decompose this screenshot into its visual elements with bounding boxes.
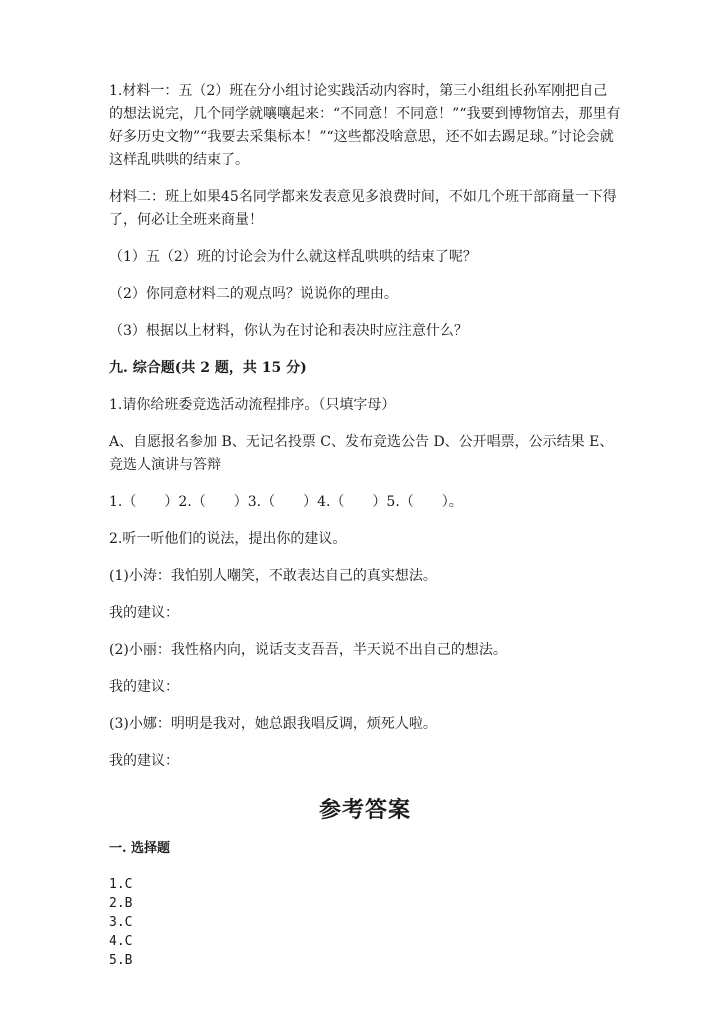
document-page bbox=[109, 80, 621, 970]
question-2: （2）你同意材料二的观点吗？说说你的理由。 bbox=[109, 286, 398, 302]
item-1-blanks: 1.（ ）2.（ ）3.（ ）4.（ ）5.（ ）。 bbox=[109, 494, 463, 510]
answer-list bbox=[109, 875, 621, 970]
item-2-title: 2.听一听他们的说法，提出你的建议。 bbox=[109, 531, 347, 547]
statement-3: (3)小娜：明明是我对，她总跟我唱反调，烦死人啦。 bbox=[109, 716, 437, 732]
material-one: 1.材料一：五（2）班在分小组讨论实践活动内容时，第三小组组长孙军刚把自己的想法说完，几个同学就嚷嚷起来：“不同意！不同意！”“我要到博物馆去，那里有好多历史文物”“我要去采集标本！”“这些都没啥意思，还不如去踢足球。”讨论会就这样乱哄哄的结束了。 bbox=[109, 83, 621, 168]
advice-label-1: 我的建议： bbox=[109, 605, 179, 621]
answer-item: 3.C bbox=[109, 915, 133, 930]
answer-item: 4.C bbox=[109, 934, 133, 949]
answer-item: 5.B bbox=[109, 953, 133, 968]
question-3: （3）根据以上材料，你认为在讨论和表决时应注意什么？ bbox=[109, 323, 468, 339]
answer-item: 1.C bbox=[109, 877, 133, 892]
answer-item: 2.B bbox=[109, 896, 133, 911]
advice-label-3: 我的建议： bbox=[109, 753, 179, 769]
section-9-heading: 九. 综合题(共 2 题，共 15 分) bbox=[109, 360, 307, 376]
statement-1: (1)小涛：我怕别人嘲笑，不敢表达自己的真实想法。 bbox=[109, 568, 437, 584]
answers-title: 参考答案 bbox=[318, 797, 411, 823]
item-1-options: A、自愿报名参加 B、无记名投票 C、发布竞选公告 D、公开唱票，公示结果 E、竞选人演讲与答辩 bbox=[109, 434, 614, 473]
answers-section-heading: 一. 选择题 bbox=[109, 841, 171, 856]
question-1: （1）五（2）班的讨论会为什么就这样乱哄哄的结束了呢？ bbox=[109, 249, 477, 265]
material-two: 材料二：班上如果45名同学都来发表意见多浪费时间，不如几个班干部商量一下得了，何必让全班来商量！ bbox=[109, 189, 617, 228]
advice-label-2: 我的建议： bbox=[109, 679, 179, 695]
item-1-title: 1.请你给班委竞选活动流程排序。（只填字母） bbox=[109, 397, 396, 413]
statement-2: (2)小丽：我性格内向，说话支支吾吾，半天说不出自己的想法。 bbox=[109, 642, 507, 658]
